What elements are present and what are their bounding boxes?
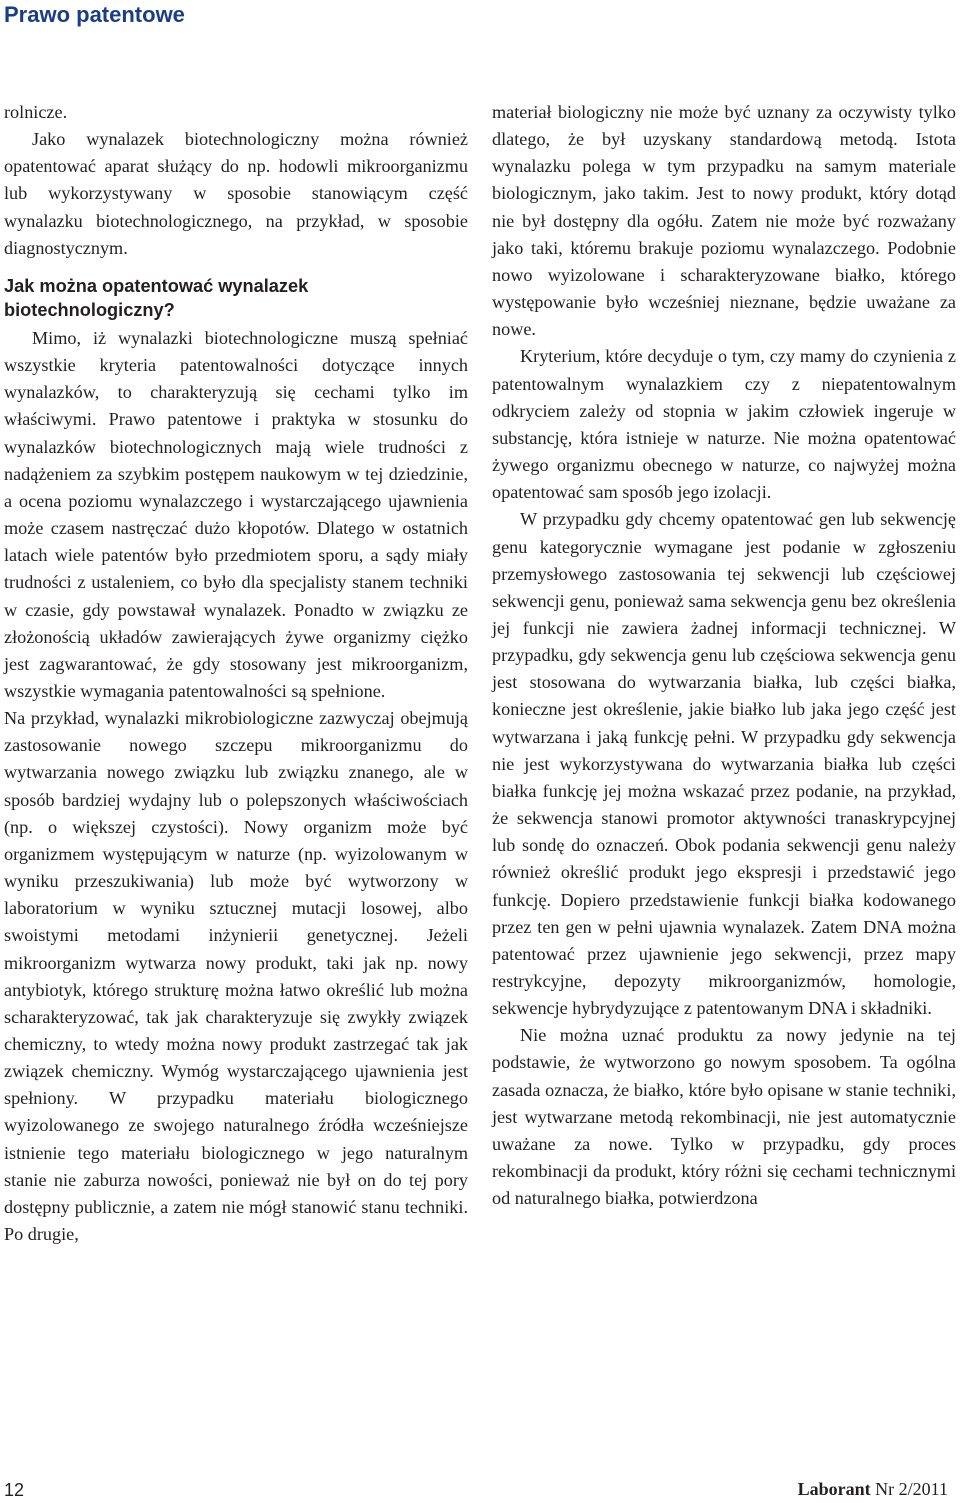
- paragraph: Nie można uznać produktu za nowy jedynie na tej podstawie, że wytworzono go nowym sposobem. Ta ogólna zasada oznacza, że białko, które było opisane w stanie techniki, jest wytwarzane metodą rekombinacji, nie jest automatycznie uważane za nowe. Tylko w przypadku, gdy proces rekombinacji da produkt, który różni się cechami technicznymi od naturalnego białka, potwierdzona: [492, 1025, 956, 1209]
- section-heading: Jak można opatentować wynalazek biotechnologiczny?: [4, 275, 309, 320]
- publication-name: Laborant: [797, 1479, 871, 1499]
- page-number: 12: [4, 1480, 25, 1500]
- publication-footer: [798, 1479, 948, 1500]
- paragraph: Jako wynalazek biotechnologiczny można również opatentować aparat służący do np. hodowli mikroorganizmu lub wykorzystywany w sposobie stanowiącym część wynalazku biotechnologicznego, na przykład, w sposobie diagnostycznym.: [4, 129, 468, 258]
- paragraph: Mimo, iż wynalazki biotechnologiczne muszą spełniać wszystkie kryteria patentowalności dotyczące innych wynalazków, to charakteryzują się cechami tylko im właściwymi. Prawo patentowe i praktyka w stosunku do wynalazków biotechnologicznych mają wiele trudności z nadążeniem za szybkim postępem naukowym w tej dziedzinie, a ocena poziomu wynalazczego i wystarczającego ujawnienia może czasem nastręczać dużo kłopotów. Dlatego w ostatnich latach wiele patentów było przedmiotem sporu, a sądy miały trudności z ustaleniem, co było dla specjalisty stanem techniki w czasie, gdy powstawał wynalazek. Ponadto w związku ze złożonością układów zawierających żywe organizmy ciężko jest zagwarantować, że gdy stosowany jest mikroorganizm, wszystkie wymagania patentowalności są spełnione.: [4, 327, 468, 701]
- paragraph: Kryterium, które decyduje o tym, czy mamy do czynienia z patentowalnym wynalazkiem czy z niepatentowalnym odkryciem zależy od stopnia w jakim człowiek ingeruje w substancję, która istnieje w naturze. Nie można opatentować żywego organizmu obecnego w naturze, co najwyżej można opatentować sam sposób jego izolacji.: [492, 346, 956, 503]
- issue-number: Nr 2/2011: [875, 1479, 948, 1499]
- running-header-title: Prawo patentowe: [4, 2, 185, 27]
- left-column: [4, 99, 468, 1248]
- right-column: [492, 99, 956, 1212]
- paragraph: rolnicze.: [4, 102, 68, 122]
- paragraph: materiał biologiczny nie może być uznany za oczywisty tylko dlatego, że był uzyskany standardową metodą. Istota wynalazku polega w tym przypadku na samym materiale biologicznym, jako takim. Jest to nowy produkt, który dotąd nie był dostępny dla ogółu. Zatem nie może być rozważany jako taki, któremu brakuje poziomu wynalazczego. Podobnie nowo wyizolowane i scharakteryzowane białko, którego występowanie było wcześniej nieznane, będzie uważane za nowe.: [492, 102, 956, 340]
- paragraph: Na przykład, wynalazki mikrobiologiczne zazwyczaj obejmują zastosowanie nowego szczepu mikroorganizmu do wytwarzania nowego związku lub związku znanego, ale w sposób bardziej wydajny lub o polepszonych właściwościach (np. o większej czystości). Nowy organizm może być organizmem występującym w naturze (np. wyizolowanym w wyniku przeszukiwania) lub może być wytworzony w laboratorium w wyniku sztucznej mutacji losowej, albo swoistymi metodami inżynierii genetycznej. Jeżeli mikroorganizm wytwarza nowy produkt, taki jak np. nowy antybiotyk, którego strukturę można łatwo określić lub można scharakteryzować, tak jak charakteryzuje się zwykły związek chemiczny, to wtedy można nowy produkt zastrzegać tak jak związek chemiczny. Wymóg wystarczającego ujawnienia jest spełniony. W przypadku materiału biologicznego wyizolowanego ze swojego naturalnego źródła wcześniejsze istnienie tego materiału biologicznego w jego naturalnym stanie nie zaburza nowości, ponieważ nie był on do tej pory dostępny publicznie, a zatem nie mógł stanowić stanu techniki. Po drugie,: [4, 708, 468, 1245]
- paragraph: W przypadku gdy chcemy opatentować gen lub sekwencję genu kategorycznie wymagane jest podanie w zgłoszeniu przemysłowego zastosowania tej sekwencji lub częściowej sekwencji genu, ponieważ sama sekwencja genu bez określenia jej funkcji nie zawiera żadnej informacji technicznej. W przypadku, gdy sekwencja genu lub częściowa sekwencja genu jest stosowana do wytwarzania białka, lub części białka, konieczne jest określenie, jakie białko lub jaka jego część jest wytwarzana i jaką funkcję pełni. W przypadku gdy sekwencja nie jest wykorzystywana do wytwarzania białka lub części białka funkcję jej można wskazać przez podanie, na przykład, że sekwencja stanowi promotor aktywności tranaskrypcyjnej lub sondę do oznaczeń. Obok podania sekwencji genu należy również określić produkt jego ekspresji i przedstawić jego funkcję. Dopiero przedstawienie funkcji białka kodowanego przez ten gen w pełni ujawnia wynalazek. Zatem DNA można patentować przez ujawnienie jego sekwencji, przez mapy restrykcyjne, depozyty mikroorganizmów, homologie, sekwencje hybrydyzujące z patentowanym DNA i składniki.: [492, 509, 956, 1019]
